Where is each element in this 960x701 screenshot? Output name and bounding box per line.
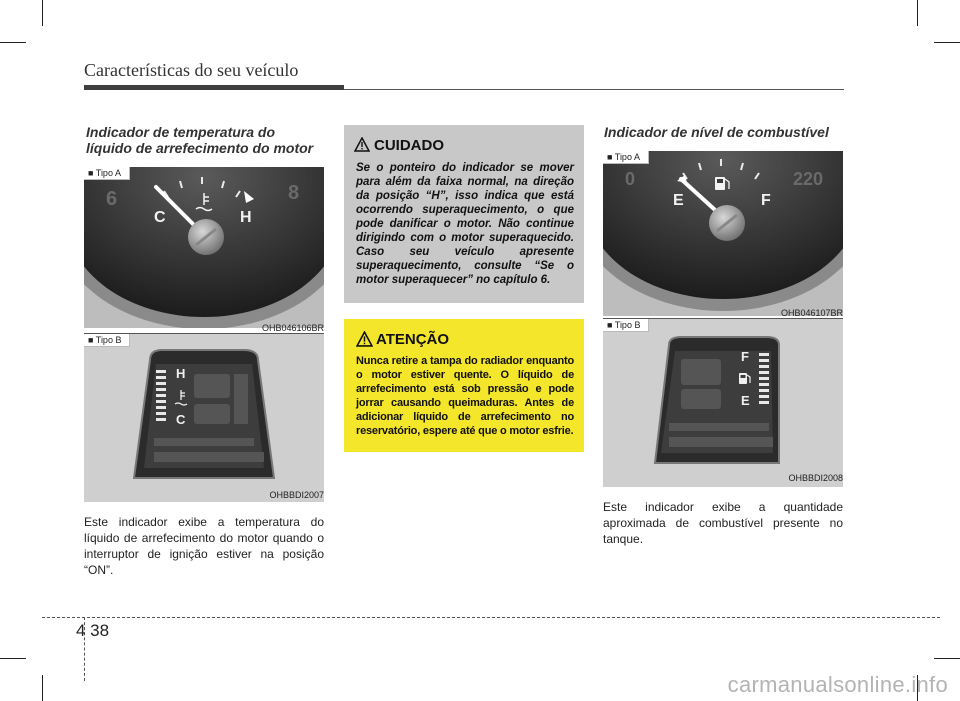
fuel-gauge-figure-b xyxy=(603,319,843,487)
gauge-label-e: E xyxy=(673,192,684,209)
gauge-label-h: H xyxy=(240,209,252,226)
section-title-line: Indicador de temperatura do xyxy=(86,124,276,140)
crop-mark xyxy=(0,42,26,43)
faint-numeral: 6 xyxy=(106,188,118,210)
gauge-label-f: F xyxy=(761,192,771,209)
faint-numeral: 0 xyxy=(625,169,636,189)
warning-triangle-icon xyxy=(354,137,370,152)
temp-lcd-drawing xyxy=(84,334,324,502)
chapter-title: Características do seu veículo xyxy=(84,60,299,80)
header-bar xyxy=(84,85,344,90)
crop-mark xyxy=(917,0,918,26)
caution-text: Se o ponteiro do indicador se mover para além da faixa normal, na direção da posição “H”, isso indica que está ocorrendo superaquecimento, o que pode danificar o motor. Não continue dirigindo com o motor superaquecido. Caso seu veículo apresente superaquecimento, consulte “Se o motor superaquecer” no capítulo 6. xyxy=(356,162,574,286)
figure-tag: ■ Tipo B xyxy=(603,319,649,332)
figure-code: OHBBDI2008 xyxy=(788,473,843,483)
lcd-label-f: F xyxy=(741,349,749,364)
temp-gauge-figure-b xyxy=(84,334,324,502)
temp-gauge-figure-a xyxy=(84,167,324,332)
section-title-temperature xyxy=(86,124,336,156)
footer-rule xyxy=(42,617,940,618)
fuel-gauge-drawing xyxy=(603,151,843,316)
gauge-label-c: C xyxy=(154,209,166,226)
watermark[interactable]: carmanualsonline.info xyxy=(727,672,948,697)
figure-code: OHBBDI2007 xyxy=(269,490,324,500)
crop-mark xyxy=(42,675,43,701)
fuel-lcd-drawing xyxy=(603,319,843,487)
section-title-line: líquido de arrefecimento do motor xyxy=(86,140,314,156)
page-number: 4 38 xyxy=(76,621,110,640)
lcd-label-c: C xyxy=(176,412,186,427)
lcd-label-e: E xyxy=(741,393,750,408)
figure-tag: ■ Tipo B xyxy=(84,334,130,347)
faint-numeral: 8 xyxy=(288,182,300,204)
warning-box xyxy=(344,319,584,452)
temp-gauge-drawing xyxy=(84,167,324,332)
fuel-gauge-figure-a xyxy=(603,151,843,316)
warning-triangle-icon xyxy=(356,331,373,347)
crop-mark xyxy=(934,658,960,659)
header-rule xyxy=(344,89,844,90)
lcd-label-h: H xyxy=(176,366,186,381)
temperature-description: Este indicador exibe a temperatura do líquido de arrefecimento do motor quando o interruptor de ignição estiver na posição “ON”. xyxy=(84,515,324,577)
warning-title: ATENÇÃO xyxy=(376,331,450,348)
section-title-fuel: Indicador de nível de combustível xyxy=(604,124,829,140)
faint-numeral: 220 xyxy=(793,169,824,189)
warning-text: Nunca retire a tampa do radiador enquanto o motor estiver quente. O líquido de arrefecimento está sob pressão e pode jorrar causando queimaduras. Antes de adicionar líquido de arrefecimento no reservatório, espere até que o motor esfrie. xyxy=(356,355,574,437)
figure-tag: ■ Tipo A xyxy=(84,167,130,180)
figure-code: OHB046107BR xyxy=(780,308,843,318)
crop-mark xyxy=(42,0,43,26)
caution-title: CUIDADO xyxy=(374,137,444,154)
caution-box xyxy=(344,125,584,303)
figure-code: OHB046106BR xyxy=(261,323,324,333)
crop-mark xyxy=(0,658,26,659)
crop-mark xyxy=(934,42,960,43)
figure-tag: ■ Tipo A xyxy=(603,151,649,164)
fuel-description: Este indicador exibe a quantidade aproximada de combustível presente no tanque. xyxy=(603,500,843,546)
